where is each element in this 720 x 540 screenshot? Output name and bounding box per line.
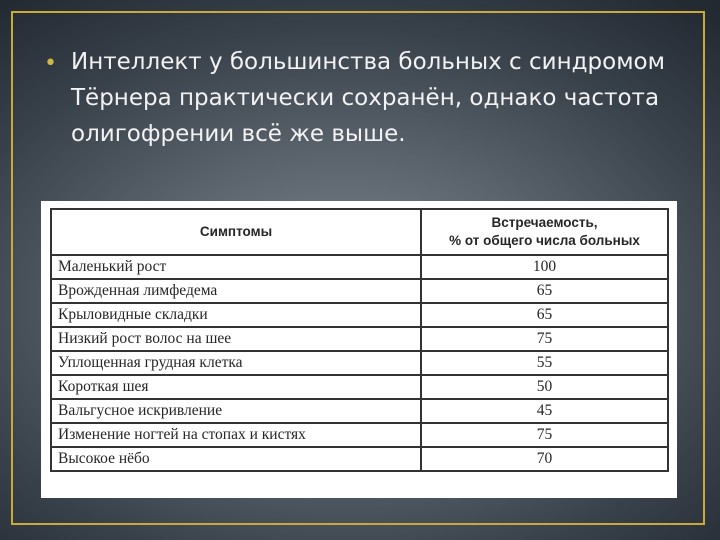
bullet-point [44, 44, 684, 152]
table-row [51, 399, 668, 423]
symptom-cell: Изменение ногтей на стопах и кистях [51, 423, 421, 447]
symptom-cell: Маленький рост [51, 255, 421, 279]
frequency-cell: 70 [421, 447, 668, 471]
symptom-cell: Крыловидные складки [51, 303, 421, 327]
table-row [51, 279, 668, 303]
frequency-cell: 50 [421, 375, 668, 399]
table-row [51, 423, 668, 447]
table-header-row [51, 209, 668, 255]
frequency-cell: 55 [421, 351, 668, 375]
table-row [51, 375, 668, 399]
table-image [41, 201, 677, 498]
symptoms-table [50, 208, 669, 472]
table-row [51, 327, 668, 351]
bullet-text: Интеллект у большинства больных с синдромом Тёрнера практически сохранён, однако частота олигофрении всё же выше. [71, 49, 665, 147]
header-symptoms [51, 209, 421, 255]
frequency-cell: 65 [421, 279, 668, 303]
symptom-cell: Низкий рост волос на шее [51, 327, 421, 351]
frequency-cell: 65 [421, 303, 668, 327]
frequency-cell: 75 [421, 423, 668, 447]
table-row [51, 351, 668, 375]
symptom-cell: Вальгусное искривление [51, 399, 421, 423]
symptom-cell: Врожденная лимфедема [51, 279, 421, 303]
symptom-cell: Короткая шея [51, 375, 421, 399]
symptom-cell: Уплощенная грудная клетка [51, 351, 421, 375]
symptom-cell: Высокое нёбо [51, 447, 421, 471]
header-frequency-line1: Встречаемость, [491, 215, 598, 230]
header-frequency [421, 209, 668, 255]
frequency-cell: 100 [421, 255, 668, 279]
header-frequency-line2: % от общего числа больных [449, 233, 640, 248]
frequency-cell: 45 [421, 399, 668, 423]
frequency-cell: 75 [421, 327, 668, 351]
table-row [51, 303, 668, 327]
table-row [51, 447, 668, 471]
header-symptoms-label: Симптомы [199, 224, 273, 239]
table-row [51, 255, 668, 279]
bullet-dot-icon: • [44, 51, 57, 76]
